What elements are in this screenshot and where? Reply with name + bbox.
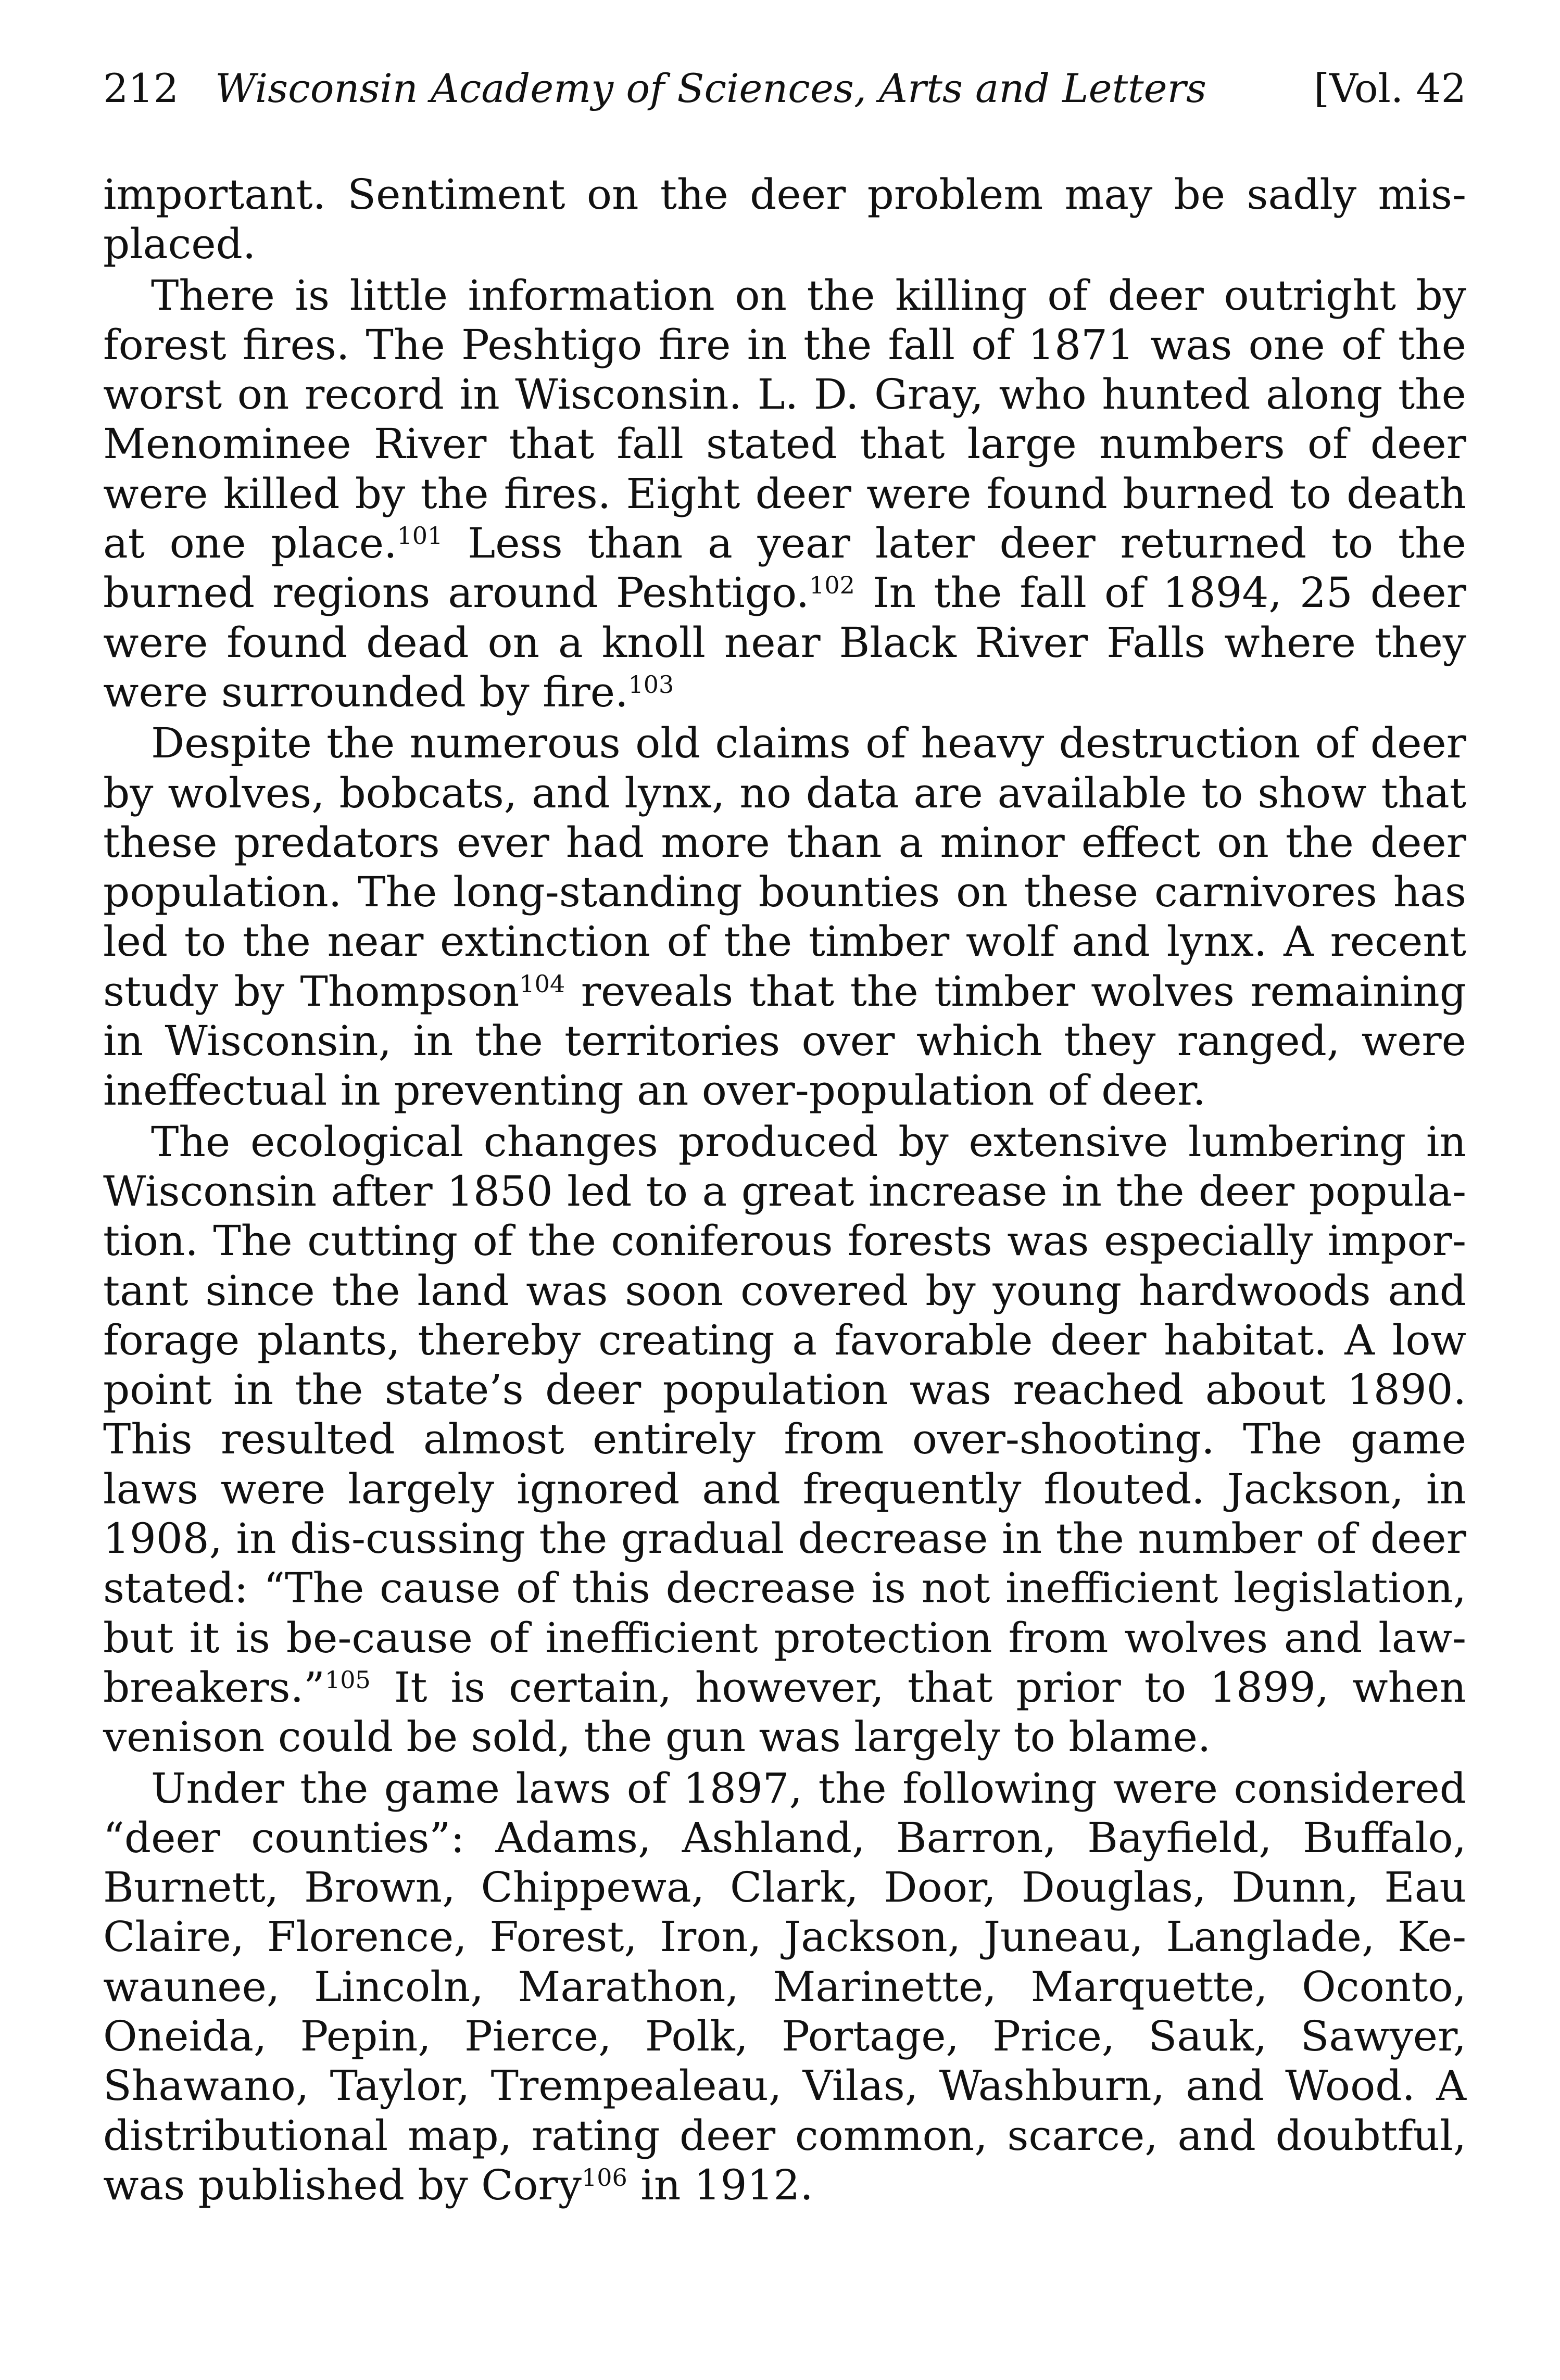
- footnote-ref-104: 104: [519, 969, 565, 998]
- paragraph-5: [103, 1764, 1466, 2210]
- paragraph-text: It is certain, however, that prior to 1899, when venison could be sold, the gun was largely to blame.: [103, 1663, 1466, 1762]
- paragraph-4: [103, 1117, 1466, 1762]
- paragraph-text: Despite the numerous old claims of heavy destruction of deer by wolves, bobcats, and lynx, no data are available to show that these predators ever had more than a minor effect on the deer population. The long-standing bounties on these carnivores has led to the near extinction of the timber wolf and lynx. A recent study by Thompson: [103, 719, 1466, 1016]
- journal-title: Wisconsin Academy of Sciences, Arts and Letters: [215, 65, 1206, 111]
- paragraph-2: [103, 271, 1466, 717]
- paragraph-1: [103, 170, 1466, 269]
- footnote-ref-101: 101: [397, 522, 443, 550]
- footnote-ref-106: 106: [581, 2163, 627, 2192]
- paragraph-text: Less than a year later deer returned to the burned regions around Peshtigo.: [103, 519, 1466, 617]
- paragraph-text: important. Sentiment on the deer problem may be sadly mis-placed.: [103, 170, 1466, 269]
- page-number: 212: [103, 65, 179, 111]
- footnote-ref-105: 105: [324, 1665, 371, 1694]
- paragraph-text: reveals that the timber wolves remaining in Wisconsin, in the territories over which they ranged, were ineffectual in preventing an over-population of deer.: [103, 967, 1466, 1115]
- paragraph-text: Under the game laws of 1897, the following were considered “deer counties”: Adams, Ashland, Barron, Bayfield, Buffalo, Burnett, Brown, Chippewa, Clark, Door, Douglas, Dunn, Eau Claire, Florence, Forest, Iron, Jackson, Juneau, Langlade, Ke-waunee, Lincoln, Marathon, Marinette, Marquette, Oconto, Oneida, Pepin, Pierce, Polk, Portage, Price, Sauk, Sawyer, Shawano, Taylor, Trempealeau, Vilas, Washburn, and Wood. A distributional map, rating deer common, scarce, and doubtful, was published by Cory: [103, 1764, 1466, 2209]
- paragraph-text: in 1912.: [627, 2160, 813, 2209]
- paragraph-text: There is little information on the killing of deer outright by forest fires. The Peshtigo fire in the fall of 1871 was one of the worst on record in Wisconsin. L. D. Gray, who hunted along the Menominee River that fall stated that large numbers of deer were killed by the fires. Eight deer were found burned to death at one place.: [103, 271, 1466, 568]
- footnote-ref-102: 102: [809, 571, 855, 600]
- body-text: [103, 170, 1466, 2211]
- running-header: [103, 57, 1466, 120]
- volume-label: [Vol. 42: [1314, 65, 1466, 111]
- paragraph-3: [103, 718, 1466, 1115]
- paragraph-text: The ecological changes produced by extensive lumbering in Wisconsin after 1850 led to a great increase in the deer popula-tion. The cutting of the coniferous forests was especially impor-tant since the land was soon covered by young hardwoods and forage plants, thereby creating a favorable deer habitat. A low point in the state’s deer population was reached about 1890. This resulted almost entirely from over-shooting. The game laws were largely ignored and frequently flouted. Jackson, in 1908, in dis-cussing the gradual decrease in the number of deer stated: “The cause of this decrease is not inefficient legislation, but it is be-cause of inefficient protection from wolves and law-breakers.”: [103, 1117, 1466, 1712]
- footnote-ref-103: 103: [628, 670, 674, 699]
- paragraph-text: In the fall of 1894, 25 deer were found dead on a knoll near Black River Falls where they were surrounded by fire.: [103, 568, 1467, 716]
